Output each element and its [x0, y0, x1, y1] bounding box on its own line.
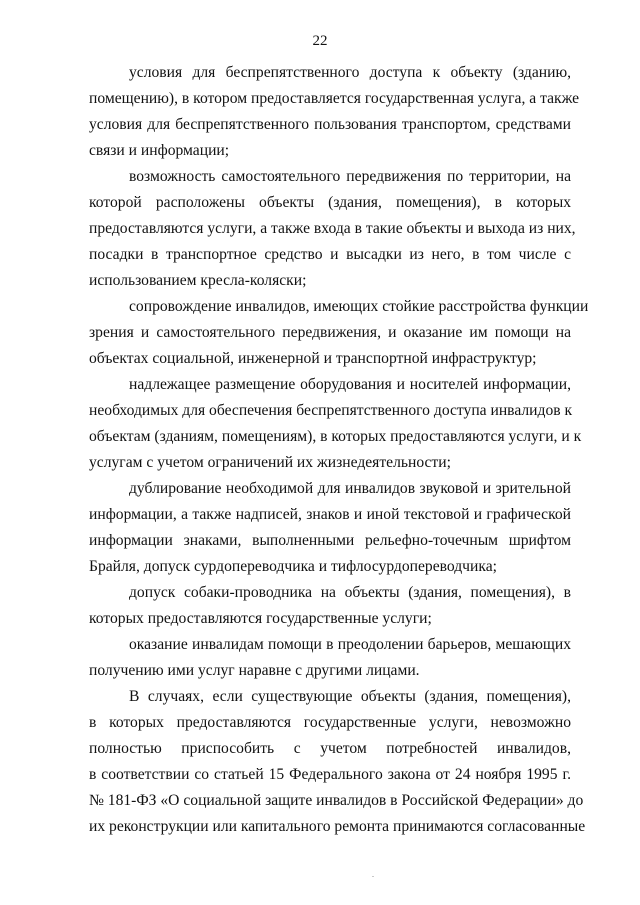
text-line: посадки в транспортное средство и высадки из него, в том числе с [89, 246, 571, 263]
text-line: допуск собаки-проводника на объекты (здания, помещения), в [129, 584, 571, 601]
text-line: В случаях, если существующие объекты (здания, помещения), [129, 688, 571, 705]
text-line: Брайля, допуск сурдопереводчика и тифлосурдопереводчика; [89, 558, 497, 575]
text-line: использованием кресла-коляски; [89, 272, 307, 289]
text-line: надлежащее размещение оборудования и носителей информации, [129, 376, 571, 393]
text-line: предоставляются услуги, а также входа в такие объекты и выхода из них, [89, 220, 576, 237]
text-line: получению ими услуг наравне с другими лицами. [89, 662, 420, 679]
text-line: услугам с учетом ограничений их жизнедеятельности; [89, 454, 451, 471]
text-line: информации, а также надписей, знаков и иной текстовой и графической [89, 506, 571, 523]
page-number: 22 [312, 33, 328, 49]
text-line: условия для беспрепятственного пользования транспортом, средствами [89, 116, 571, 133]
text-line: возможность самостоятельного передвижения по территории, на [129, 168, 571, 185]
text-line: в соответствии со статьей 15 Федерального закона от 24 ноября 1995 г. [89, 766, 571, 783]
scan-speck [372, 876, 374, 877]
text-line: помещению), в котором предоставляется государственная услуга, а также [89, 90, 580, 107]
text-line: полностью приспособить с учетом потребностей инвалидов, [89, 740, 571, 757]
text-line: объектах социальной, инженерной и транспортной инфраструктур; [89, 350, 537, 367]
text-line: информации знаками, выполненными рельефно-точечным шрифтом [89, 532, 571, 549]
text-line: которой расположены объекты (здания, помещения), в которых [89, 194, 571, 211]
text-line: которых предоставляются государственные услуги; [89, 610, 432, 627]
body-text [89, 60, 589, 840]
text-line: их реконструкции или капитального ремонта принимаются согласованные [89, 818, 586, 835]
text-line: № 181-ФЗ «О социальной защите инвалидов в Российской Федерации» до [89, 792, 584, 809]
text-line: оказание инвалидам помощи в преодолении барьеров, мешающих [129, 636, 571, 653]
text-line: связи и информации; [89, 142, 230, 159]
text-line: необходимых для обеспечения беспрепятственного доступа инвалидов к [89, 402, 573, 419]
text-line: зрения и самостоятельного передвижения, и оказание им помощи на [89, 324, 571, 341]
text-line: сопровождение инвалидов, имеющих стойкие расстройства функции [129, 298, 589, 315]
text-line: в которых предоставляются государственные услуги, невозможно [89, 714, 571, 731]
text-line: дублирование необходимой для инвалидов звуковой и зрительной [129, 480, 571, 497]
text-line: условия для беспрепятственного доступа к объекту (зданию, [129, 64, 571, 81]
text-line: объектам (зданиям, помещениям), в которых предоставляются услуги, и к [89, 428, 582, 445]
